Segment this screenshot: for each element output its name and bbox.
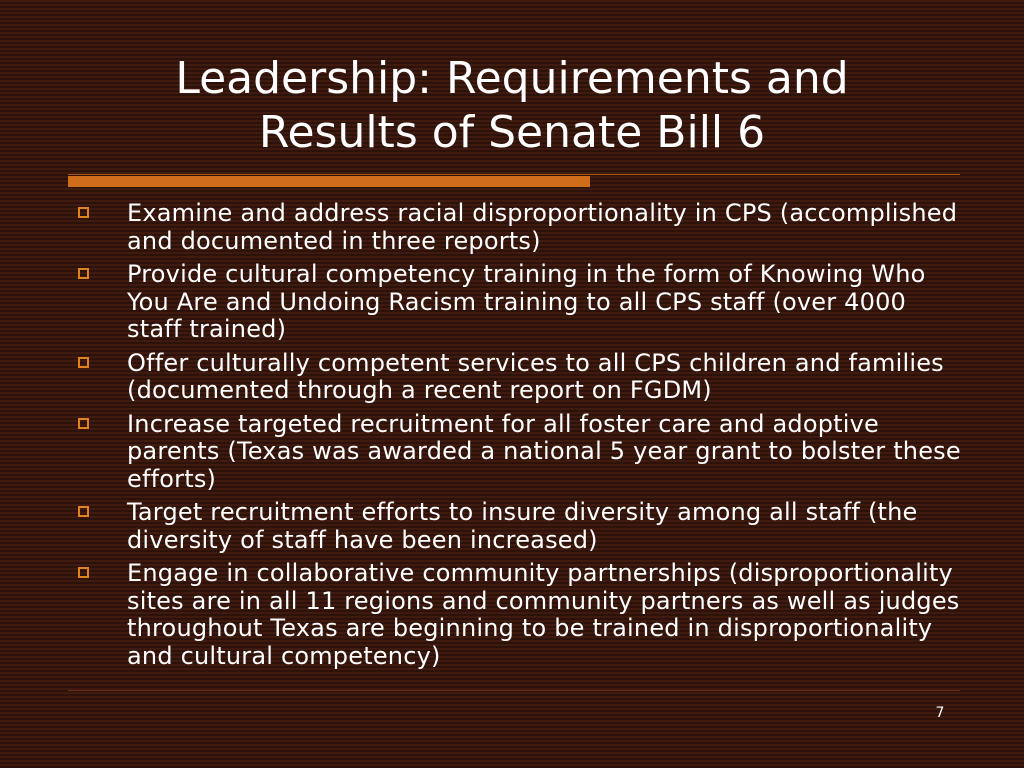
bullet-text: Increase targeted recruitment for all foster care and adoptive parents (Texas was awarded a national 5 year grant to bolster these efforts) (127, 409, 961, 493)
bullet-text: Engage in collaborative community partnerships (disproportionality sites are in all 11 regions and community partners as well as judges throughout Texas are beginning to be trained in disproportionality and cultural competency) (127, 559, 960, 670)
bullet-text: Offer culturally competent services to all CPS children and families (documented through a recent report on FGDM) (127, 348, 944, 404)
bullet-item-5 (76, 499, 966, 554)
bullet-text: Examine and address racial disproportionality in CPS (accomplished and documented in three reports) (127, 199, 958, 255)
hollow-square-bullet-icon (78, 357, 89, 368)
bullet-item-4 (76, 411, 966, 494)
bullet-item-1 (76, 200, 966, 255)
bullet-list (76, 200, 966, 676)
hollow-square-bullet-icon (78, 506, 89, 517)
footer-divider (68, 690, 960, 691)
hollow-square-bullet-icon (78, 418, 89, 429)
slide-title-line-1: Leadership: Requirements and (175, 53, 849, 104)
hollow-square-bullet-icon (78, 207, 89, 218)
page-number: 7 (935, 705, 945, 721)
bullet-item-3 (76, 350, 966, 405)
bullet-text: Provide cultural competency training in the form of Knowing Who You Are and Undoing Racism training to all CPS staff (over 4000 staff trained) (127, 260, 926, 343)
bullet-item-2 (76, 261, 966, 344)
hollow-square-bullet-icon (78, 567, 89, 578)
hollow-square-bullet-icon (78, 268, 89, 279)
bullet-item-6 (76, 560, 966, 670)
title-divider-accent-bar (68, 176, 590, 187)
slide-title-line-2: Results of Senate Bill 6 (258, 107, 766, 158)
bullet-text: Target recruitment efforts to insure diversity among all staff (the diversity of staff have been increased) (127, 498, 918, 554)
slide-title (60, 52, 964, 160)
title-divider-thin (68, 174, 960, 175)
